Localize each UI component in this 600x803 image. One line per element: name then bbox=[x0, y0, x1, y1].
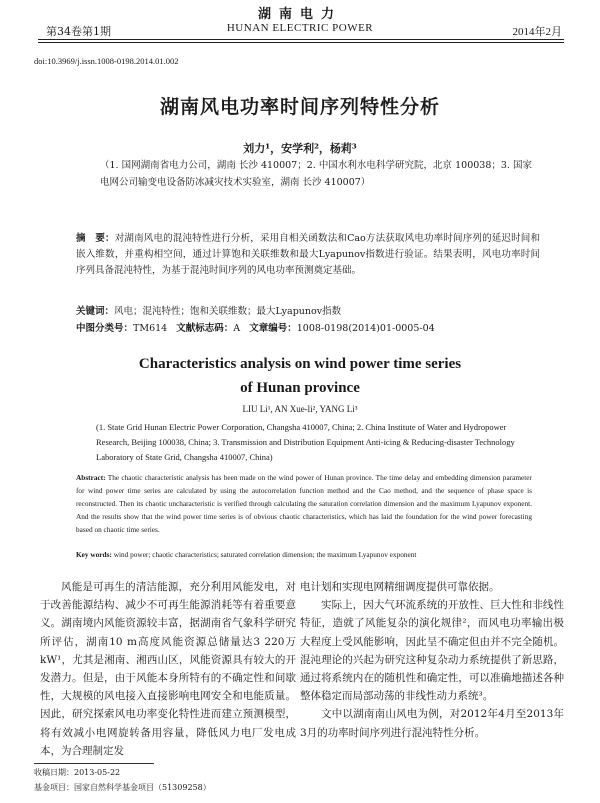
doi: doi:10.3969/j.issn.1008-0198.2014.01.002 bbox=[34, 56, 179, 66]
journal-name-en: HUNAN ELECTRIC POWER bbox=[226, 22, 374, 34]
keywords-cn bbox=[76, 303, 540, 317]
article-no-label: 文章编号： bbox=[249, 323, 297, 334]
keywords-en bbox=[76, 550, 546, 559]
doc-code-label: 文献标志码： bbox=[176, 323, 234, 334]
paper-title-en-line2: of Hunan province bbox=[240, 380, 360, 396]
abstract-cn bbox=[76, 231, 540, 279]
paper-title-en bbox=[0, 352, 600, 400]
affiliations-cn: （1. 国网湖南省电力公司，湖南 长沙 410007；2. 中国水利水电科学研究院，北京 100038；3. 国家电网公司输变电设备防冰减灾技术实验室，湖南 长沙 410007） bbox=[100, 160, 532, 188]
journal-name-cn: 湖南电力 bbox=[257, 7, 342, 22]
keywords-cn-label: 关键词： bbox=[76, 306, 115, 317]
body-paragraph: 实际上，因大气环流系统的开放性、巨大性和非线性特征，造就了风能复杂的演化规律²，而风电功率输出极大程度上受风能影响，因此呈不确定但由并不完全随机。混沌理论的兴起为研究这种复杂动力系统提供了新思路，通过将系统内在的随机性和确定性，可以准确地描述各种整体稳定而局部动荡的非线性动力系统³。 bbox=[300, 599, 564, 703]
footnote-received: 收稿日期：2013-05-22 bbox=[34, 768, 121, 777]
classification-line bbox=[76, 320, 546, 334]
authors-cn: 刘力¹，安学利²，杨莉³ bbox=[243, 142, 357, 155]
body-paragraph: 风能是可再生的清洁能源，充分利用风能发电，对于改善能源结构、减少不可再生能源消耗等有着重要意义。湖南境内风能资源较丰富，据湖南省气象科学研究所评估，湖南10 m高度风能资源总储量达3 220万kW¹，尤其是湘南、湘西山区，风能资源具有较大的开发潜力。但是，由于风能本身所特有的不确定性和间歇性，大规模的风电接入直接影响电网安全和电能质量。因此，研究探索风电功率变化特性进而建立预测模型，将有效减小电网旋转备用容量，降低风力电厂发电成本，为合理制定发 bbox=[40, 581, 296, 757]
footnote-rule bbox=[34, 763, 154, 764]
abstract-en-label: Abstract: bbox=[76, 473, 106, 482]
header-rule-thick bbox=[38, 39, 564, 40]
footnote-fund: 基金项目：国家自然科学基金项目（51309258） bbox=[34, 783, 211, 792]
article-no-value: 1008-0198(2014)01-0005-04 bbox=[296, 323, 435, 334]
keywords-en-label: Key words: bbox=[76, 550, 112, 559]
abstract-cn-label: 摘 要： bbox=[76, 233, 115, 244]
keywords-en-text: wind power; chaotic characteristics; saturated correlation dimension; the maximum Lyapunov exponent bbox=[113, 550, 417, 559]
issue-date: 2014年2月 bbox=[512, 26, 562, 38]
body-column-left bbox=[40, 578, 296, 760]
abstract-cn-text: 对湖南风电的混沌特性进行分析，采用自相关函数法和Cao方法获取风电功率时间序列的延迟时间和嵌入维数，并重构相空间，通过计算饱和关联维数和最大Lyapunov指数进行验证。结果表明，风电功率时间序列具备混沌特性，为基于混沌时间序列的风电功率预测奠定基础。 bbox=[76, 233, 540, 276]
volume-issue: 第34卷第1期 bbox=[46, 25, 111, 38]
paper-title-en-line1: Characteristics analysis on wind power time series bbox=[138, 356, 462, 372]
body-paragraph: 电计划和实现电网精细调度提供可靠依据。 bbox=[300, 581, 500, 593]
body-paragraph: 文中以湖南南山风电为例，对2012年4月至2013年3月的功率时间序列进行混沌特性分析。 bbox=[300, 708, 564, 739]
cls-value: TM614 bbox=[133, 323, 168, 334]
header-rule-thin bbox=[38, 42, 564, 43]
abstract-en bbox=[76, 471, 532, 536]
paper-title-cn: 湖南风电功率时间序列特性分析 bbox=[159, 96, 440, 118]
cls-label: 中图分类号： bbox=[76, 323, 134, 334]
affiliations-en: (1. State Grid Hunan Electric Power Corporation, Changsha 410007, China; 2. China Institute of Water and Hydropower Research, Beijing 100038, China; 3. Transmission and Distribution Equipment Anti-icing & Reducing-disaster Technology Laboratory of State Grid, Changsha 410007, China) bbox=[96, 422, 515, 462]
abstract-en-text: The chaotic characteristic analysis has been made on the wind power of Hunan province. The time delay and embedding dimension parameter for wind power time series are calculated by using the autocorrelation function method and the Cao method, and the sequence of phase space is reconstructed. Then its chaotic uncharacteristic is verified through calculating the saturation correlation dimension and the maximum Lyapunov exponent. And the results show that the wind power time series is of obvious chaotic characteristics, which has laid the foundation for the wind power forecasting based on chaotic time series. bbox=[76, 473, 532, 534]
keywords-cn-text: 风电；混沌特性；饱和关联维数；最大Lyapunov指数 bbox=[114, 306, 342, 317]
authors-en: LIU Li¹, AN Xue-li², YANG Li³ bbox=[242, 404, 358, 414]
body-column-right bbox=[300, 578, 564, 742]
doc-code-value: A bbox=[233, 323, 241, 334]
